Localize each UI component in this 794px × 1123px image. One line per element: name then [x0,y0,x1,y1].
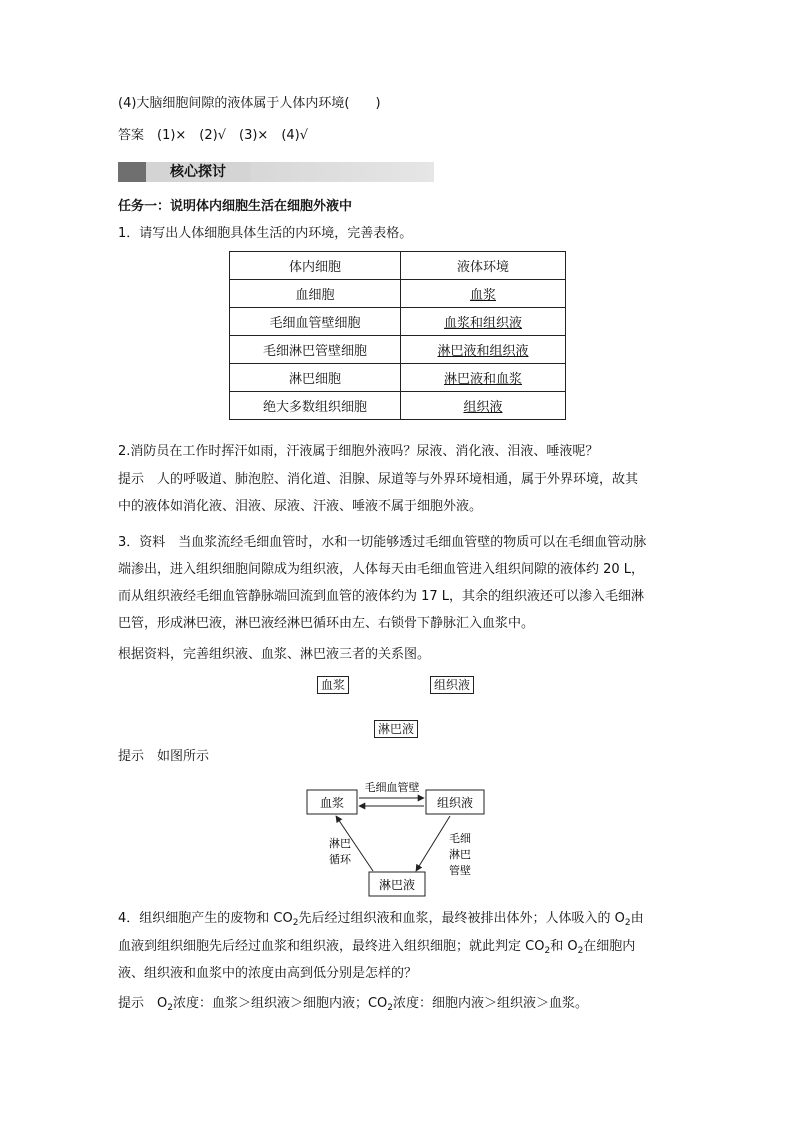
table-row [230,308,566,336]
item-3-line-3: 而从组织液经毛细血管静脉端回流到血管的液体约为 17 L，其余的组织液还可以渗入毛细淋 [118,589,645,604]
hint-2-line-2: 中的液体如消化液、泪液、尿液、汗液、唾液不属于细胞外液。 [118,499,483,514]
hint-4-text: 提示 $O_2$浓度：血浆＞组织液＞细胞内液；$CO_2$浓度：细胞内液＞组织液＞血浆。 [118,996,589,1013]
section-header-bar [118,162,434,182]
table-header-cell: 液体环境 [401,252,566,280]
lymph-capillary-wall-label-2: 淋巴 [449,848,471,861]
table-header-cell: 体内细胞 [230,252,401,280]
section-title: 核心探讨 [146,162,250,182]
table-cell: 毛细血管壁细胞 [230,308,401,336]
lymph-box: 淋巴液 [374,720,418,738]
table-cell [401,364,566,392]
table-cell [401,280,566,308]
table-row [230,336,566,364]
diagram-lymph-label: 淋巴液 [378,878,416,892]
hint-2-line-1: 提示 人的呼吸道、肺泡腔、消化道、泪腺、尿道等与外界环境相通，属于外界环境，故其 [118,472,639,487]
item-4-line-1: 4．组织细胞产生的废物和 $CO_2$先后经过组织液和血浆，最终被排出体外；人体吸入的 $O_2$由 [118,911,644,928]
table-row [230,364,566,392]
capillary-wall-label: 毛细血管壁 [364,781,420,794]
task-1-heading: 任务一：说明体内细胞生活在细胞外液中 [118,199,353,214]
question-4: (4)大脑细胞间隙的液体属于人体内环境( ) [118,96,381,111]
plasma-box: 血浆 [317,676,349,694]
answer-underlined: 血浆 [469,288,496,303]
fluid-relation-diagram [300,775,500,899]
table-cell [401,308,566,336]
item-4-line-3: 液、组织液和血浆中的浓度由高到低分别是怎样的？ [118,966,418,981]
answer-underlined: 血浆和组织液 [443,316,522,331]
item-3-line-4: 巴管，形成淋巴液，淋巴液经淋巴循环由左、右锁骨下静脉汇入血浆中。 [118,616,535,631]
lymph-circulation-label-2: 循环 [329,853,351,866]
lymph-capillary-wall-label-1: 毛细 [449,832,471,845]
answer-underlined: 淋巴液和血浆 [443,372,522,387]
table-row [230,392,566,420]
answer-underlined: 组织液 [463,400,503,415]
item-3-line-2: 端渗出，进入组织细胞间隙成为组织液，人体每天由毛细血管进入组织间隙的液体约 20 L， [118,562,645,577]
table-cell: 血细胞 [230,280,401,308]
arrow-tissue-to-lymph [416,816,450,871]
table-cell [401,392,566,420]
item-4-line-2: 血液到组织细胞先后经过血浆和组织液，最终进入组织细胞；就此判定 $CO_2$和 $O_2$在细胞内 [118,939,636,956]
diagram-tissue-label: 组织液 [436,796,474,810]
table-cell: 毛细淋巴管壁细胞 [230,336,401,364]
environment-table [229,251,566,420]
table-cell: 绝大多数组织细胞 [230,392,401,420]
table-cell: 淋巴细胞 [230,364,401,392]
item-2-text: 2.消防员在工作时挥汗如雨，汗液属于细胞外液吗？尿液、消化液、泪液、唾液呢？ [118,444,599,459]
item-3-line-5: 根据资料，完善组织液、血浆、淋巴液三者的关系图。 [118,647,431,662]
item-3-line-1: 3．资料 当血浆流经毛细血管时，水和一切能够透过毛细血管壁的物质可以在毛细血管动脉 [118,535,647,550]
lymph-capillary-wall-label-3: 管壁 [449,864,471,877]
answer-line: 答案 (1)× (2)√ (3)× (4)√ [118,128,309,143]
hint-3-text: 提示 如图所示 [118,749,210,764]
item-1-text: 1．请写出人体细胞具体生活的内环境，完善表格。 [118,226,413,241]
table-row [230,280,566,308]
diagram-plasma-label: 血浆 [319,796,345,810]
lymph-circulation-label-1: 淋巴 [329,837,351,850]
table-cell [401,336,566,364]
tissue-fluid-box: 组织液 [430,676,474,694]
table-header-row [230,252,566,280]
answer-underlined: 淋巴液和组织液 [437,344,529,359]
